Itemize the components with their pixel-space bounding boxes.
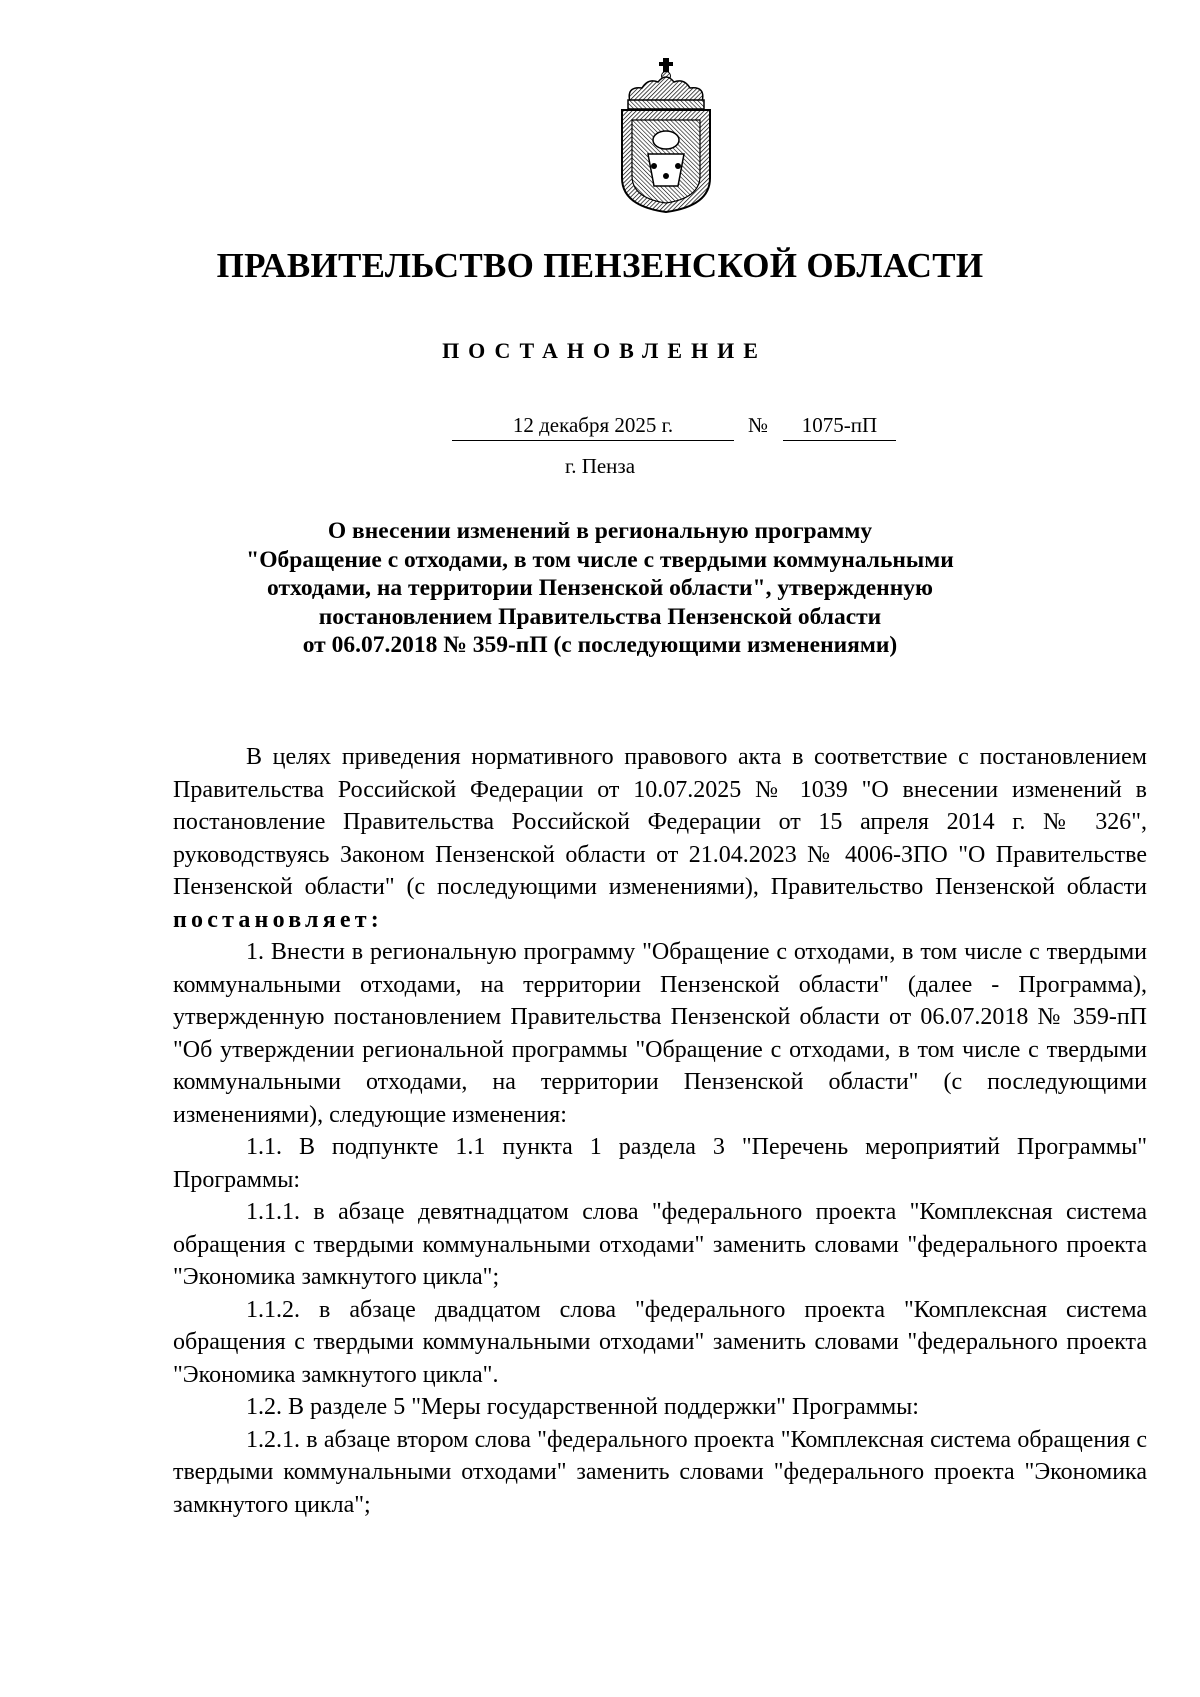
- body-paragraph: 1.1.2. в абзаце двадцатом слова "федерального проекта "Комплексная система обращения с твердыми коммунальными отходами" заменить словами "федерального проекта "Экономика замкнутого цикла".: [173, 1296, 1147, 1388]
- coat-of-arms-emblem: [608, 58, 724, 214]
- preamble-paragraph: [173, 741, 1147, 904]
- preamble-text: В целях приведения нормативного правового акта в соответствие с постановлением Правительства Российской Федерации от 10.07.2025 № 1039 "О внесении изменений в постановление Правительства Российской Федерации от 15 апреля 2014 г. № 326", руководствуясь Законом Пензенской области от 21.04.2023 № 4006-ЗПО "О Правительстве Пензенской области" (с последующими изменениями), Правительство Пензенской области: [173, 744, 1147, 900]
- decree-word: постановляет:: [173, 906, 383, 933]
- body-paragraph: 1.1.1. в абзаце девятнадцатом слова "федерального проекта "Комплексная система обращения с твердыми коммунальными отходами" заменить словами "федерального проекта "Экономика замкнутого цикла";: [173, 1199, 1147, 1290]
- document-body: [173, 741, 1147, 1521]
- document-subject: [160, 517, 1040, 660]
- subject-line: от 06.07.2018 № 359-пП (с последующими изменениями): [302, 632, 898, 658]
- subject-line: "Обращение с отходами, в том числе с твердыми коммунальными: [246, 546, 954, 573]
- body-paragraph: 1.1. В подпункте 1.1 пункта 1 раздела 3 "Перечень мероприятий Программы" Программы:: [173, 1134, 1147, 1193]
- number-sign: №: [748, 413, 769, 437]
- subject-line: отходами, на территории Пензенской области", утвержденную: [267, 575, 933, 601]
- body-paragraph: 1. Внести в региональную программу "Обращение с отходами, в том числе с твердыми коммунальными отходами, на территории Пензенской области" (далее - Программа), утвержденную постановлением Правительства Пензенской области от 06.07.2018 № 359-пП "Об утверждении региональной программы "Обращение с отходами, в том числе с твердыми коммунальными отходами, на территории Пензенской области" (с последующими изменениями), следующие изменения:: [173, 939, 1147, 1128]
- document-date: 12 декабря 2025 г.: [452, 412, 734, 441]
- subject-line: О внесении изменений в региональную программу: [327, 518, 873, 544]
- subject-line: постановлением Правительства Пензенской области: [318, 603, 882, 630]
- document-number: 1075-пП: [783, 412, 896, 441]
- body-paragraph: 1.2.1. в абзаце втором слова "федерального проекта "Комплексная система обращения с твердыми коммунальными отходами" заменить словами "федерального проекта "Экономика замкнутого цикла";: [173, 1426, 1147, 1518]
- body-paragraph: 1.2. В разделе 5 "Меры государственной поддержки" Программы:: [246, 1394, 919, 1420]
- government-title: ПРАВИТЕЛЬСТВО ПЕНЗЕНСКОЙ ОБЛАСТИ: [216, 246, 984, 285]
- document-city: г. Пенза: [564, 454, 636, 478]
- document-type: ПОСТАНОВЛЕНИЕ: [442, 338, 767, 363]
